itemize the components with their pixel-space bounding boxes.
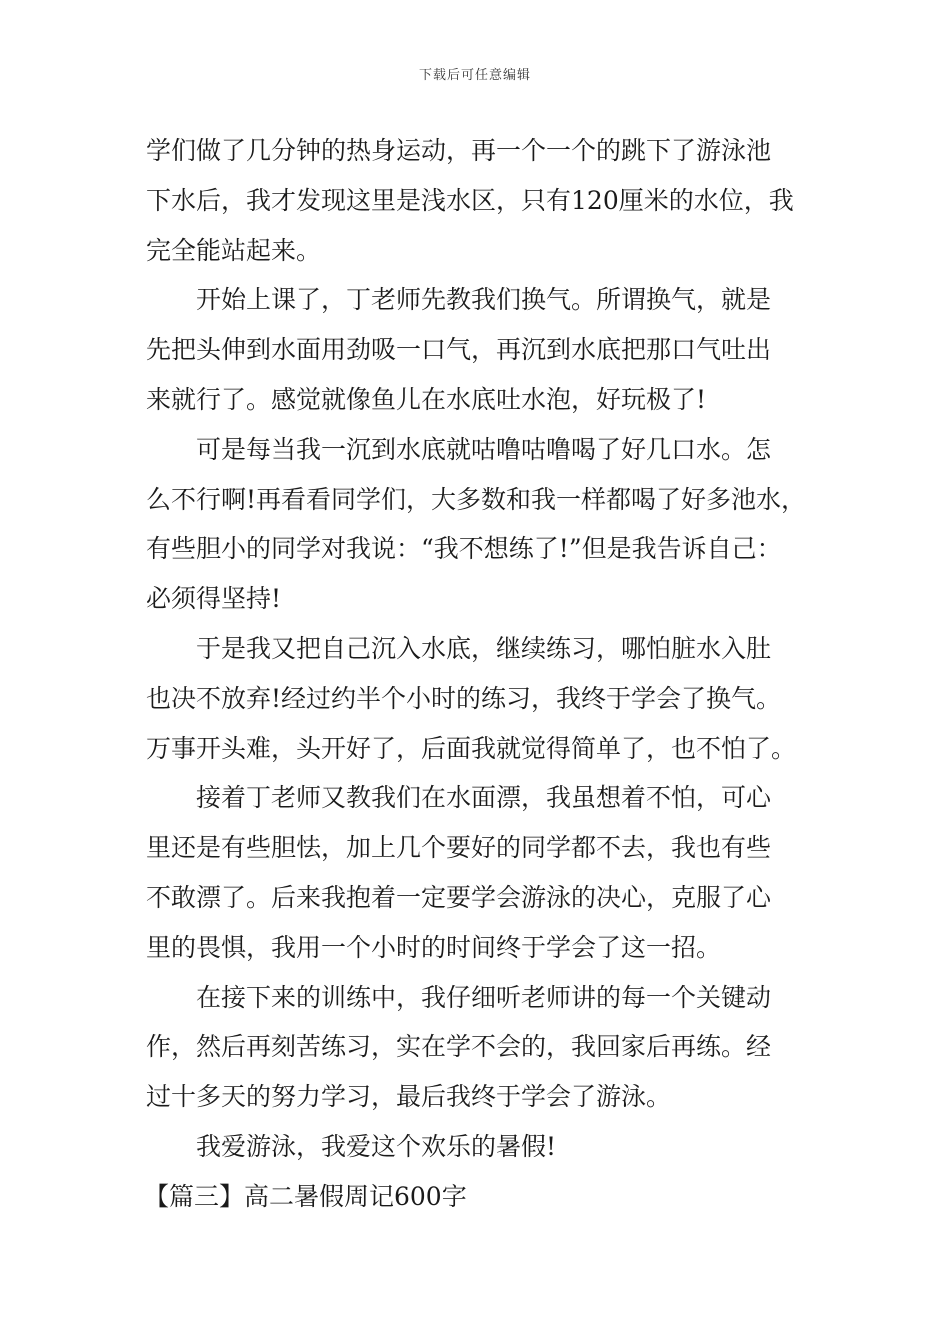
text-line: 完全能站起来。 bbox=[146, 235, 322, 265]
text-line: 么不行啊!再看看同学们，大多数和我一样都喝了好多池水， bbox=[146, 484, 807, 514]
text-line: 下水后，我才发现这里是浅水区，只有120厘米的水位，我 bbox=[146, 185, 794, 215]
paragraph-first-line: 开始上课了，丁老师先教我们换气。所谓换气，就是 bbox=[196, 285, 772, 315]
text-line: 里还是有些胆怯，加上几个要好的同学都不去，我也有些 bbox=[146, 833, 772, 863]
section-heading: 【篇三】高二暑假周记600字 bbox=[144, 1181, 467, 1211]
text-line: 也决不放弃!经过约半个小时的练习，我终于学会了换气。 bbox=[146, 683, 782, 713]
paragraph-first-line: 可是每当我一沉到水底就咕噜咕噜喝了好几口水。怎 bbox=[196, 434, 772, 464]
document-body bbox=[146, 126, 826, 1222]
text-line: 过十多天的努力学习，最后我终于学会了游泳。 bbox=[146, 1082, 672, 1112]
paragraph-first-line: 在接下来的训练中，我仔细听老师讲的每一个关键动 bbox=[196, 982, 772, 1012]
closing-line: 我爱游泳，我爱这个欢乐的暑假! bbox=[196, 1131, 557, 1161]
text-line: 来就行了。感觉就像鱼儿在水底吐水泡，好玩极了! bbox=[146, 384, 707, 414]
text-line: 作，然后再刻苦练习，实在学不会的，我回家后再练。经 bbox=[146, 1032, 772, 1062]
paragraph-first-line: 接着丁老师又教我们在水面漂，我虽想着不怕，可心 bbox=[196, 783, 772, 813]
text-line: 里的畏惧，我用一个小时的时间终于学会了这一招。 bbox=[146, 932, 722, 962]
text-line: 万事开头难，头开好了，后面我就觉得简单了，也不怕了。 bbox=[146, 733, 797, 763]
text-line: 先把头伸到水面用劲吸一口气，再沉到水底把那口气吐出 bbox=[146, 335, 772, 365]
page-header: 下载后可任意编辑 bbox=[418, 68, 531, 83]
text-line: 必须得坚持! bbox=[146, 584, 282, 614]
text-line: 不敢漂了。后来我抱着一定要学会游泳的决心，克服了心 bbox=[146, 882, 772, 912]
paragraph-first-line: 于是我又把自己沉入水底，继续练习，哪怕脏水入肚 bbox=[196, 633, 772, 663]
text-line: 有些胆小的同学对我说：“我不想练了!”但是我告诉自己： bbox=[146, 534, 782, 564]
text-line: 学们做了几分钟的热身运动，再一个一个的跳下了游泳池 bbox=[146, 136, 772, 165]
